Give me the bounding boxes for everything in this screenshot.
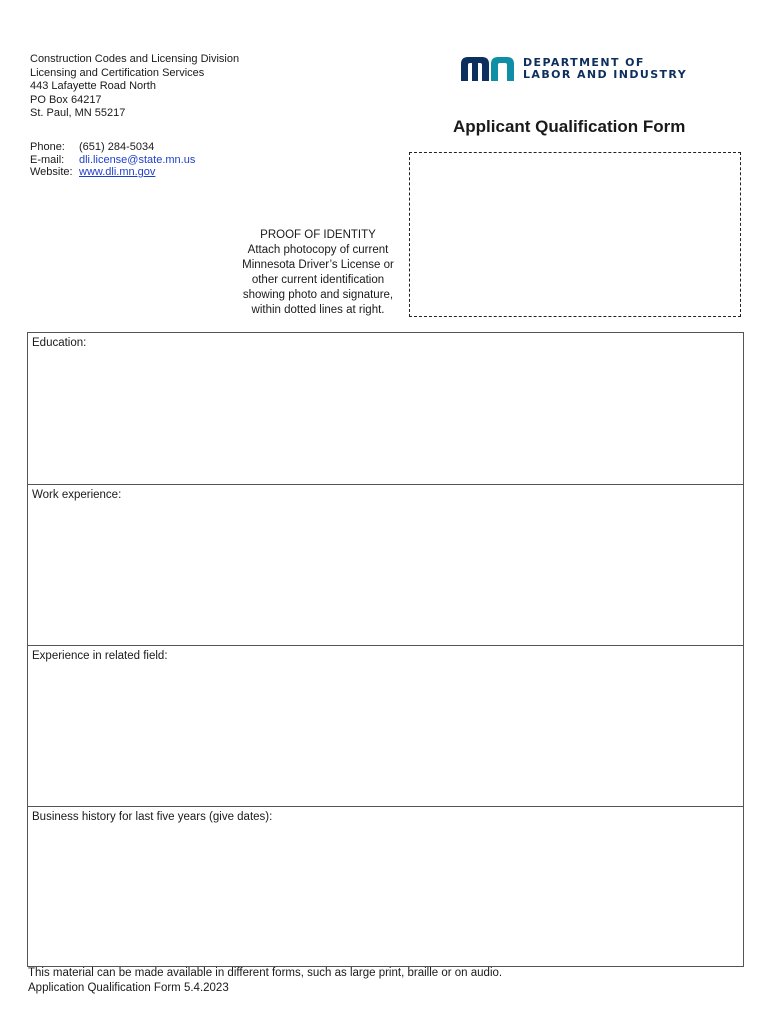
qualification-form	[27, 332, 744, 967]
proof-heading: PROOF OF IDENTITY	[260, 229, 376, 241]
email-row	[30, 154, 195, 167]
education-section	[28, 333, 743, 485]
phone-row	[30, 141, 195, 154]
mn-logo-icon	[461, 57, 515, 81]
business-history-section	[28, 807, 743, 966]
address-line: PO Box 64217	[30, 93, 102, 106]
related-experience-field[interactable]	[29, 666, 742, 805]
proof-line: other current identification	[251, 274, 385, 286]
work-experience-section	[28, 485, 743, 646]
address-line: 443 Lafayette Road North	[30, 80, 156, 92]
logo-line: LABOR AND INDUSTRY	[523, 68, 688, 81]
proof-of-identity-instructions	[228, 228, 408, 318]
form-title: Applicant Qualification Form	[453, 117, 686, 136]
proof-line: showing photo and signature,	[242, 289, 394, 301]
logo-line: DEPARTMENT OF	[523, 56, 645, 69]
proof-line: Attach photocopy of current	[247, 244, 389, 256]
logo-wordmark	[523, 57, 687, 81]
education-label: Education:	[32, 337, 87, 349]
address-line: Construction Codes and Licensing Division	[30, 53, 240, 65]
related-experience-section	[28, 646, 743, 807]
business-history-field[interactable]	[29, 827, 742, 965]
education-field[interactable]	[29, 353, 742, 483]
address-line: Licensing and Certification Services	[30, 66, 205, 79]
website-row	[30, 166, 195, 179]
website-label: Website:	[30, 166, 73, 178]
email-link[interactable]: dli.license@state.mn.us	[79, 153, 196, 166]
contact-info	[30, 141, 195, 179]
email-label: E-mail:	[30, 153, 65, 166]
related-experience-label: Experience in related field:	[32, 650, 168, 662]
website-link[interactable]: www.dli.mn.gov	[79, 166, 156, 178]
id-attachment-area	[409, 152, 741, 317]
agency-address	[30, 53, 239, 121]
work-experience-field[interactable]	[29, 505, 742, 644]
dli-logo	[461, 57, 687, 81]
proof-line: Minnesota Driver’s License or	[242, 259, 394, 271]
phone-label: Phone:	[30, 141, 65, 153]
proof-line: within dotted lines at right.	[251, 304, 385, 316]
business-history-label: Business history for last five years (give dates):	[32, 811, 273, 823]
work-experience-label: Work experience:	[32, 489, 122, 501]
form-version: Application Qualification Form 5.4.2023	[28, 982, 229, 994]
accessibility-note: This material can be made available in different forms, such as large print, braille or on audio.	[28, 967, 503, 979]
phone-value: (651) 284-5034	[79, 141, 155, 153]
address-line: St. Paul, MN 55217	[30, 107, 126, 119]
footer	[28, 966, 502, 996]
